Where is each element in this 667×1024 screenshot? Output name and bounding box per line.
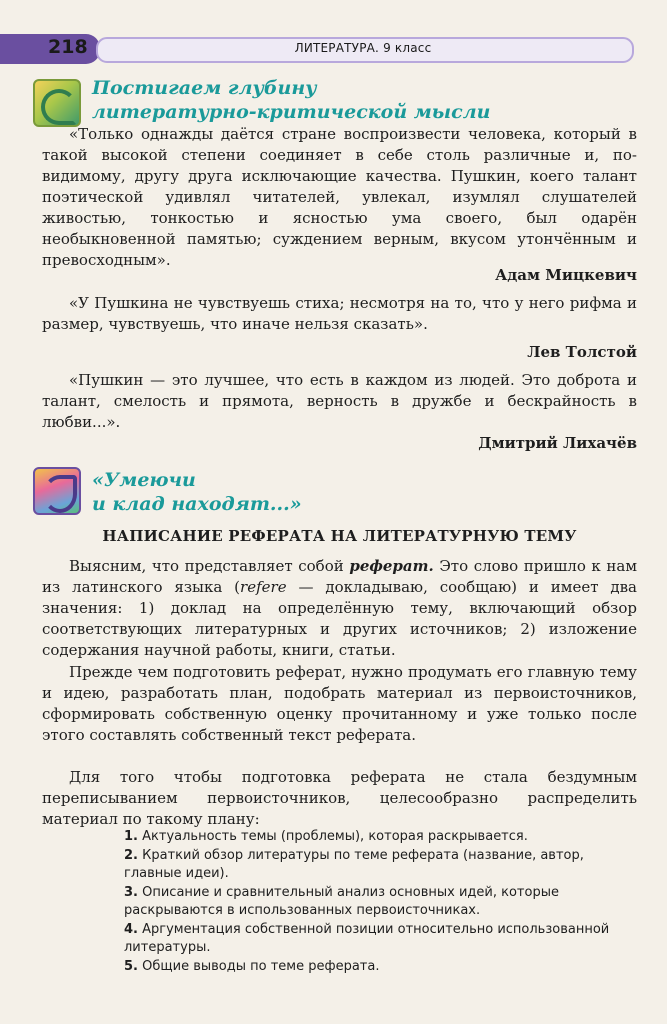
quote-mickiewicz: «Только однажды даётся стране воспроизвести человека, который в такой высокой степени соединяет в себе столь различные и, по-видимому, другу друга исключающие качества. Пушкин, коего талант поэтической удивлял читателей, увлекал, изумлял слушателей живостью, тонкостью и ясностью ума своего, был одарён необыкновенной памятью; суждением верным, вкусом утончённым и превосходным». (42, 125, 637, 269)
paragraph-plan-intro: Для того чтобы подготовка реферата не стала бездумным переписыванием первоисточников, целесообразно распределить материал по такому плану: (42, 768, 637, 828)
running-header-title: ЛИТЕРАТУРА. 9 класс (294, 41, 432, 55)
section-criticism-title (92, 76, 512, 124)
quote-author-likhachev: Дмитрий Лихачёв (478, 434, 637, 452)
article-heading: НАПИСАНИЕ РЕФЕРАТА НА ЛИТЕРАТУРНУЮ ТЕМУ (102, 527, 577, 545)
section-skills-title-line2: и клад находят...» (92, 493, 302, 515)
plan-list (124, 828, 639, 976)
plan-item: 1. Актуальность темы (проблемы), которая раскрывается. (124, 829, 528, 844)
quote-likhachev: «Пушкин — это лучшее, что есть в каждом из людей. Это доброта и талант, смелость и прямота, верность в дружбе и бескрайность в любви...». (42, 371, 637, 431)
latin-word: refere (240, 578, 287, 596)
plan-item: 3. Описание и сравнительный анализ основных идей, которые раскрываются в использованных первоисточниках. (124, 884, 559, 918)
section-criticism-icon (33, 79, 81, 127)
quote-author-mickiewicz: Адам Мицкевич (495, 266, 637, 284)
quote-author-tolstoy: Лев Толстой (527, 343, 637, 361)
paragraph-preparation: Прежде чем подготовить реферат, нужно продумать его главную тему и идею, разработать план, подобрать материал из первоисточников, сформировать собственную оценку прочитанному и уже только после этого составлять собственный текст реферата. (42, 663, 637, 744)
term-referat: реферат. (349, 557, 434, 575)
page-number: 218 (48, 36, 88, 58)
section-skills-icon (33, 467, 81, 515)
paragraph-definition (42, 556, 637, 661)
plan-item: 2. Краткий обзор литературы по теме реферата (название, автор, главные идеи). (124, 847, 584, 881)
section-skills-title-line1: «Умеючи (92, 469, 196, 491)
plan-item: 4. Аргументация собственной позиции относительно использованной литературы. (124, 921, 610, 955)
plan-item: 5. Общие выводы по теме реферата. (124, 958, 380, 974)
section-criticism-title-line2: литературно-критической мысли (92, 101, 491, 123)
quote-tolstoy: «У Пушкина не чувствуешь стиха; несмотря на то, что у него рифма и размер, чувствуешь, что иначе нельзя сказать». (42, 294, 637, 333)
section-skills-title (92, 468, 352, 516)
paragraph-definition-part3: — докладываю, сообщаю) и имеет два значения: 1) доклад на определённую тему, включающий обзор соответствующих литературных и других источников; 2) изложение содержания научной работы, книги, статьи. (42, 578, 637, 659)
paragraph-definition-part2: Это слово пришло к нам из латинского языка ( (42, 557, 638, 596)
section-criticism-title-line1: Постигаем глубину (92, 77, 317, 99)
paragraph-definition-part1: Выясним, что представляет собой (69, 557, 350, 575)
